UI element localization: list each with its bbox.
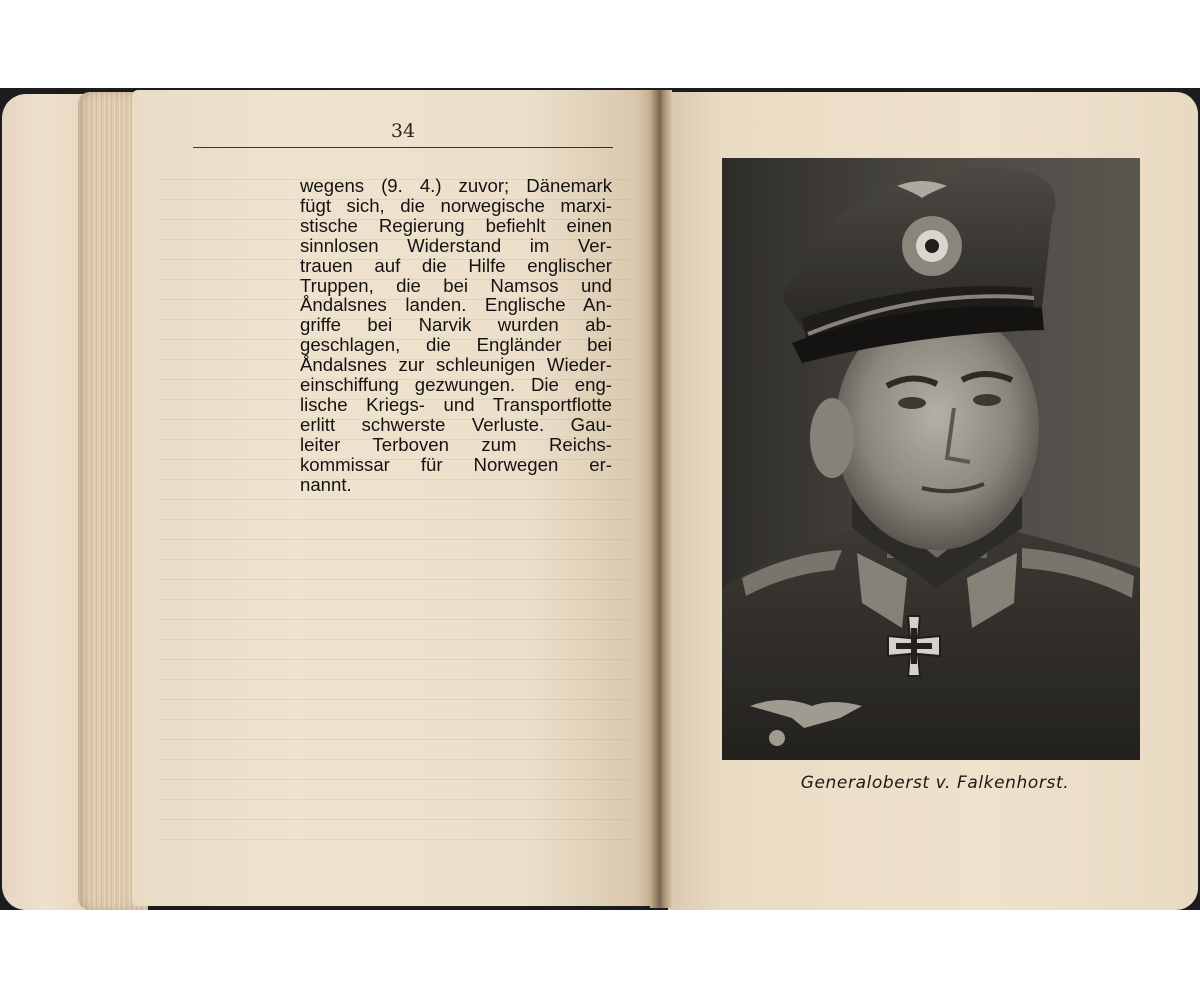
text-line: stische Regierung befiehlt einen [300, 214, 612, 236]
text-line: nannt. [300, 473, 352, 495]
text-line: geschlagen, die Engländer bei [300, 334, 612, 356]
text-line: sinnlosen Widerstand im Ver- [300, 234, 612, 256]
text-line: Truppen, die bei Namsos und [300, 274, 612, 296]
body-text [300, 176, 612, 495]
text-line: kommissar für Norwegen er- [300, 453, 612, 475]
text-line: erlitt schwerste Verluste. Gau- [300, 413, 612, 435]
text-line: wegens (9. 4.) zuvor; Dänemark [300, 175, 612, 196]
text-line: Åndalsnes zur schleunigen Wieder- [300, 354, 612, 376]
text-line: fügt sich, die norwegische marxi- [300, 194, 612, 216]
portrait-photo [722, 158, 1140, 760]
text-line: Åndalsnes landen. Englische An- [300, 294, 612, 316]
text-line: griffe bei Narvik wurden ab- [300, 314, 612, 336]
book-gutter [650, 90, 672, 908]
photo-caption: Generaloberst v. Falkenhorst. [800, 773, 1070, 793]
text-line: leiter Terboven zum Reichs- [300, 433, 612, 455]
text-line: einschiffung gezwungen. Die eng- [300, 374, 612, 396]
header-rule [193, 147, 613, 148]
text-line: lische Kriegs- und Transportflotte [300, 393, 612, 415]
text-line: trauen auf die Hilfe englischer [300, 254, 612, 276]
page-number: 34 [390, 120, 416, 142]
